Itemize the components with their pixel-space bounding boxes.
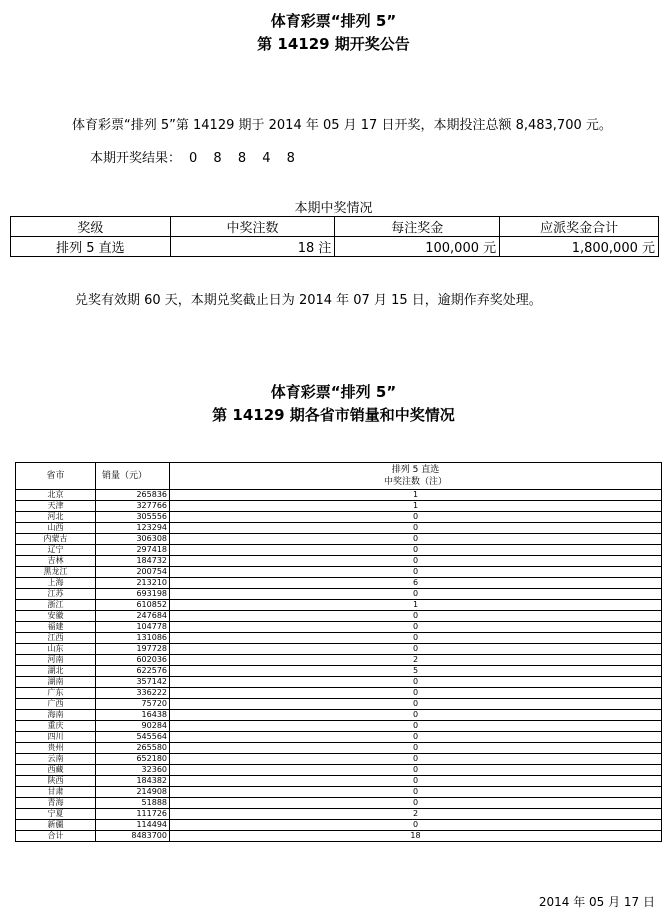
province-name: 上海 (16, 578, 96, 589)
province-sales: 602036 (96, 655, 170, 666)
province-name: 山西 (16, 523, 96, 534)
header-winning-count: 中奖注数 (170, 217, 335, 237)
province-wins: 2 (170, 809, 662, 820)
province-table-header (16, 463, 662, 490)
header-total-prize: 应派奖金合计 (500, 217, 659, 237)
province-wins: 0 (170, 512, 662, 523)
province-row (16, 545, 662, 556)
province-row (16, 721, 662, 732)
province-row (16, 600, 662, 611)
province-sales: 200754 (96, 567, 170, 578)
province-row (16, 523, 662, 534)
province-sales: 123294 (96, 523, 170, 534)
province-sales: 114494 (96, 820, 170, 831)
province-sales: 297418 (96, 545, 170, 556)
province-row (16, 710, 662, 721)
province-wins: 2 (170, 655, 662, 666)
province-section-title: 体育彩票“排列 5” (270, 383, 397, 401)
province-row (16, 622, 662, 633)
province-sales: 111726 (96, 809, 170, 820)
province-wins: 1 (170, 490, 662, 501)
header-sales: 销量（元） (96, 463, 170, 490)
province-wins: 1 (170, 501, 662, 512)
province-name: 重庆 (16, 721, 96, 732)
province-sales: 265580 (96, 743, 170, 754)
province-row (16, 809, 662, 820)
province-sales: 90284 (96, 721, 170, 732)
province-sales: 51888 (96, 798, 170, 809)
province-wins: 1 (170, 600, 662, 611)
province-row (16, 743, 662, 754)
province-wins: 5 (170, 666, 662, 677)
footer-date: 2014 年 05 月 17 日 (538, 895, 655, 909)
prize-per-bet: 100,000 元 (335, 237, 500, 257)
province-name: 江西 (16, 633, 96, 644)
prize-table-row (11, 237, 659, 257)
province-row (16, 688, 662, 699)
province-row (16, 776, 662, 787)
province-row (16, 765, 662, 776)
header-prize-per-bet: 每注奖金 (335, 217, 500, 237)
province-row (16, 798, 662, 809)
announcement-title: 体育彩票“排列 5” (270, 12, 397, 30)
validity-notice: 兑奖有效期 60 天，本期兑奖截止日为 2014 年 07 月 15 日，逾期作弃奖处理。 (75, 293, 542, 308)
province-row (16, 501, 662, 512)
province-wins: 0 (170, 688, 662, 699)
province-wins: 0 (170, 787, 662, 798)
province-name: 合计 (16, 831, 96, 842)
province-name: 吉林 (16, 556, 96, 567)
province-sales: 213210 (96, 578, 170, 589)
province-wins: 0 (170, 798, 662, 809)
province-sales: 32360 (96, 765, 170, 776)
header-wins (170, 463, 662, 490)
prize-table-header (11, 217, 659, 237)
province-sales: 357142 (96, 677, 170, 688)
province-sales-table (15, 462, 662, 842)
province-wins: 6 (170, 578, 662, 589)
province-name: 陕西 (16, 776, 96, 787)
province-wins: 0 (170, 644, 662, 655)
province-sales: 75720 (96, 699, 170, 710)
province-name: 安徽 (16, 611, 96, 622)
province-row (16, 677, 662, 688)
province-name: 北京 (16, 490, 96, 501)
province-row (16, 831, 662, 842)
province-wins: 0 (170, 633, 662, 644)
province-row (16, 556, 662, 567)
province-row (16, 589, 662, 600)
province-row (16, 644, 662, 655)
province-name: 海南 (16, 710, 96, 721)
province-sales: 247684 (96, 611, 170, 622)
province-name: 河南 (16, 655, 96, 666)
province-name: 湖南 (16, 677, 96, 688)
province-sales: 545564 (96, 732, 170, 743)
province-sales: 610852 (96, 600, 170, 611)
province-wins: 0 (170, 710, 662, 721)
province-row (16, 787, 662, 798)
province-sales: 184382 (96, 776, 170, 787)
province-sales: 197728 (96, 644, 170, 655)
province-sales: 184732 (96, 556, 170, 567)
prize-level: 排列 5 直选 (11, 237, 171, 257)
province-sales: 306308 (96, 534, 170, 545)
province-row (16, 578, 662, 589)
header-prize-level: 奖级 (11, 217, 171, 237)
winning-count: 18 注 (170, 237, 335, 257)
province-name: 甘肃 (16, 787, 96, 798)
province-wins: 0 (170, 589, 662, 600)
province-name: 江苏 (16, 589, 96, 600)
province-name: 西藏 (16, 765, 96, 776)
draw-result (90, 147, 301, 166)
header-wins-line1: 排列 5 直选 (391, 465, 440, 475)
province-sales: 16438 (96, 710, 170, 721)
province-row (16, 820, 662, 831)
province-sales: 336222 (96, 688, 170, 699)
province-name: 浙江 (16, 600, 96, 611)
province-name: 四川 (16, 732, 96, 743)
province-wins: 0 (170, 545, 662, 556)
province-row (16, 655, 662, 666)
province-row (16, 732, 662, 743)
province-wins: 0 (170, 820, 662, 831)
province-sales: 622576 (96, 666, 170, 677)
province-name: 黑龙江 (16, 567, 96, 578)
province-wins: 0 (170, 622, 662, 633)
province-wins: 0 (170, 534, 662, 545)
province-sales: 327766 (96, 501, 170, 512)
province-wins: 0 (170, 699, 662, 710)
province-name: 宁夏 (16, 809, 96, 820)
province-name: 广东 (16, 688, 96, 699)
province-row (16, 666, 662, 677)
province-name: 新疆 (16, 820, 96, 831)
province-row (16, 633, 662, 644)
province-name: 辽宁 (16, 545, 96, 556)
province-sales: 214908 (96, 787, 170, 798)
winning-numbers: 0 8 8 4 8 (189, 151, 301, 166)
province-row (16, 754, 662, 765)
province-wins: 0 (170, 765, 662, 776)
province-sales: 693198 (96, 589, 170, 600)
province-sales: 265836 (96, 490, 170, 501)
province-sales: 652180 (96, 754, 170, 765)
province-sales: 131086 (96, 633, 170, 644)
announcement-subtitle: 第 14129 期开奖公告 (257, 35, 410, 53)
province-row (16, 512, 662, 523)
province-row (16, 699, 662, 710)
result-label: 本期开奖结果： (90, 151, 182, 166)
province-row (16, 534, 662, 545)
province-wins: 0 (170, 611, 662, 622)
province-name: 贵州 (16, 743, 96, 754)
province-wins: 18 (170, 831, 662, 842)
province-wins: 0 (170, 732, 662, 743)
province-wins: 0 (170, 776, 662, 787)
province-name: 河北 (16, 512, 96, 523)
province-wins: 0 (170, 567, 662, 578)
draw-summary-paragraph: 体育彩票“排列 5”第 14129 期于 2014 年 05 月 17 日开奖，本期投注总额 8,483,700 元。 (72, 118, 612, 133)
header-wins-line2: 中奖注数（注） (383, 477, 447, 487)
province-row (16, 567, 662, 578)
province-name: 山东 (16, 644, 96, 655)
total-prize: 1,800,000 元 (500, 237, 659, 257)
province-sales: 8483700 (96, 831, 170, 842)
province-name: 天津 (16, 501, 96, 512)
province-section-subtitle: 第 14129 期各省市销量和中奖情况 (212, 406, 455, 424)
province-wins: 0 (170, 523, 662, 534)
province-name: 广西 (16, 699, 96, 710)
province-name: 云南 (16, 754, 96, 765)
province-name: 内蒙古 (16, 534, 96, 545)
province-wins: 0 (170, 754, 662, 765)
province-name: 青海 (16, 798, 96, 809)
province-wins: 0 (170, 556, 662, 567)
province-sales: 104778 (96, 622, 170, 633)
province-wins: 0 (170, 721, 662, 732)
province-row (16, 611, 662, 622)
province-sales: 305556 (96, 512, 170, 523)
province-row (16, 490, 662, 501)
prize-table (10, 216, 659, 257)
province-wins: 0 (170, 677, 662, 688)
province-name: 湖北 (16, 666, 96, 677)
province-name: 福建 (16, 622, 96, 633)
province-wins: 0 (170, 743, 662, 754)
prize-table-caption: 本期中奖情况 (294, 201, 373, 216)
header-province: 省市 (16, 463, 96, 490)
